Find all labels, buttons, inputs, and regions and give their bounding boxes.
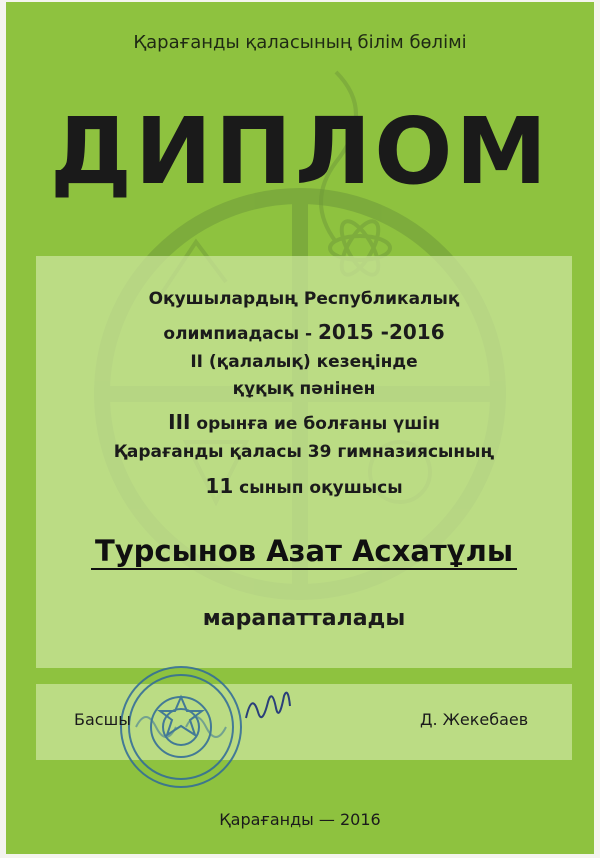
- place-number: ІІІ: [168, 410, 191, 434]
- official-seal-icon: [116, 662, 246, 792]
- diploma-title: ДИПЛОМ: [49, 98, 551, 205]
- grade-number: 11: [205, 474, 234, 498]
- award-line-5-text: орынға ие болғаны үшін: [196, 414, 440, 434]
- olympiad-years: 2015 -2016: [318, 320, 445, 344]
- diploma-sheet: [6, 2, 594, 854]
- signer-name: Д. Жекебаев: [420, 710, 529, 729]
- award-line-1: Оқушылардың Республикалық: [148, 289, 460, 309]
- award-line-2: [36, 320, 572, 344]
- award-line-6: Қарағанды қаласы 39 гимназиясының: [113, 442, 495, 462]
- award-line-3: ІІ (қалалық) кезеңінде: [190, 352, 418, 372]
- award-line-7: [36, 474, 572, 498]
- recipient-name-text: Турсынов Азат Асхатұлы: [91, 534, 517, 570]
- award-line-7-text: сынып оқушысы: [239, 478, 403, 498]
- awarded-label: марапатталады: [202, 606, 406, 631]
- place-and-year: Қарағанды — 2016: [219, 810, 381, 829]
- handwritten-signature-icon: [242, 688, 302, 734]
- award-line-2-text: олимпиадасы -: [163, 324, 313, 344]
- signer-role: Басшы: [74, 710, 131, 729]
- award-line-5: [36, 410, 572, 434]
- award-line-4: құқық пәнінен: [232, 379, 376, 399]
- recipient-name: [36, 534, 572, 568]
- issuing-organization: Қарағанды қаласының білім бөлімі: [133, 32, 467, 53]
